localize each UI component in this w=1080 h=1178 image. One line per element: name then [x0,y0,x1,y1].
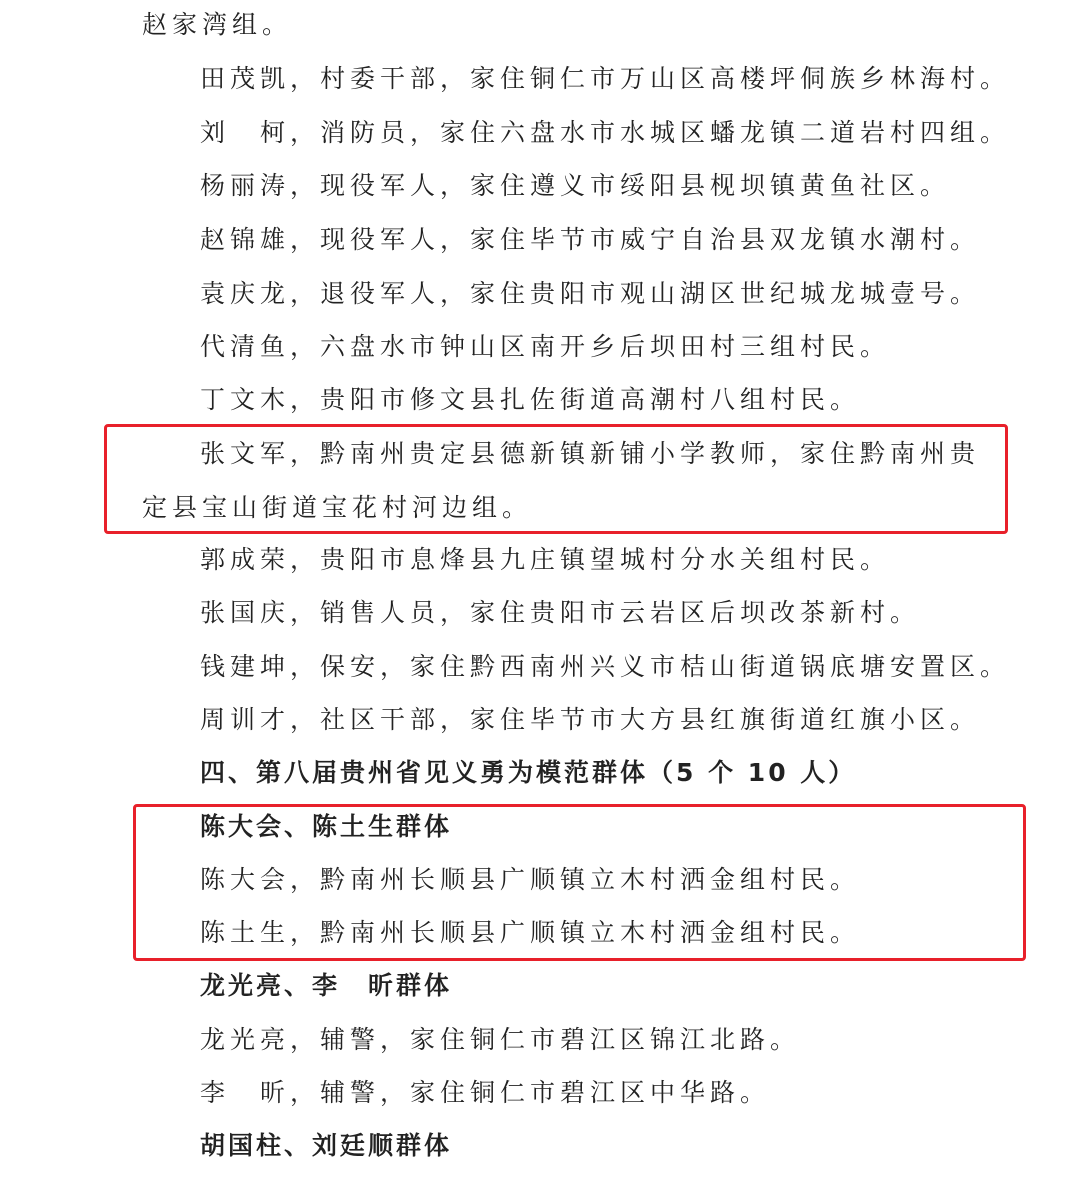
text-line: 张文军，黔南州贵定县德新镇新铺小学教师，家住黔南州贵 [200,439,981,468]
text-line: 丁文木，贵阳市修文县扎佐街道高潮村八组村民。 [200,385,861,414]
text-line: 袁庆龙，退役军人，家住贵阳市观山湖区世纪城龙城壹号。 [200,279,981,308]
text-line: 李 昕，辅警，家住铜仁市碧江区中华路。 [200,1078,771,1107]
text-line: 周训才，社区干部，家住毕节市大方县红旗街道红旗小区。 [200,705,981,734]
text-line: 陈土生，黔南州长顺县广顺镇立木村洒金组村民。 [200,918,861,947]
text-line: 陈大会，黔南州长顺县广顺镇立木村洒金组村民。 [200,865,861,894]
text-line: 郭成荣，贵阳市息烽县九庄镇望城村分水关组村民。 [200,545,891,574]
group-heading: 胡国柱、刘廷顺群体 [200,1131,453,1160]
text-line: 龙光亮，辅警，家住铜仁市碧江区锦江北路。 [200,1025,801,1054]
text-line: 刘 柯，消防员，家住六盘水市水城区蟠龙镇二道岩村四组。 [200,118,1011,147]
text-line: 赵锦雄，现役军人，家住毕节市威宁自治县双龙镇水潮村。 [200,225,981,254]
text-line: 杨丽涛，现役军人，家住遵义市绥阳县枧坝镇黄鱼社区。 [200,171,951,200]
text-line: 赵家湾组。 [142,10,293,39]
text-line: 张国庆，销售人员，家住贵阳市云岩区后坝改茶新村。 [200,598,921,627]
text-line: 代清鱼，六盘水市钟山区南开乡后坝田村三组村民。 [200,332,891,361]
section-heading: 四、第八届贵州省见义勇为模范群体（5 个 10 人） [200,758,857,787]
text-line: 田茂凯，村委干部，家住铜仁市万山区高楼坪侗族乡林海村。 [200,64,1011,93]
text-line: 钱建坤，保安，家住黔西南州兴义市桔山街道锅底塘安置区。 [200,652,1011,681]
group-heading: 陈大会、陈土生群体 [200,812,453,841]
group-heading: 龙光亮、李 昕群体 [200,971,453,1000]
text-line: 定县宝山街道宝花村河边组。 [142,493,533,522]
